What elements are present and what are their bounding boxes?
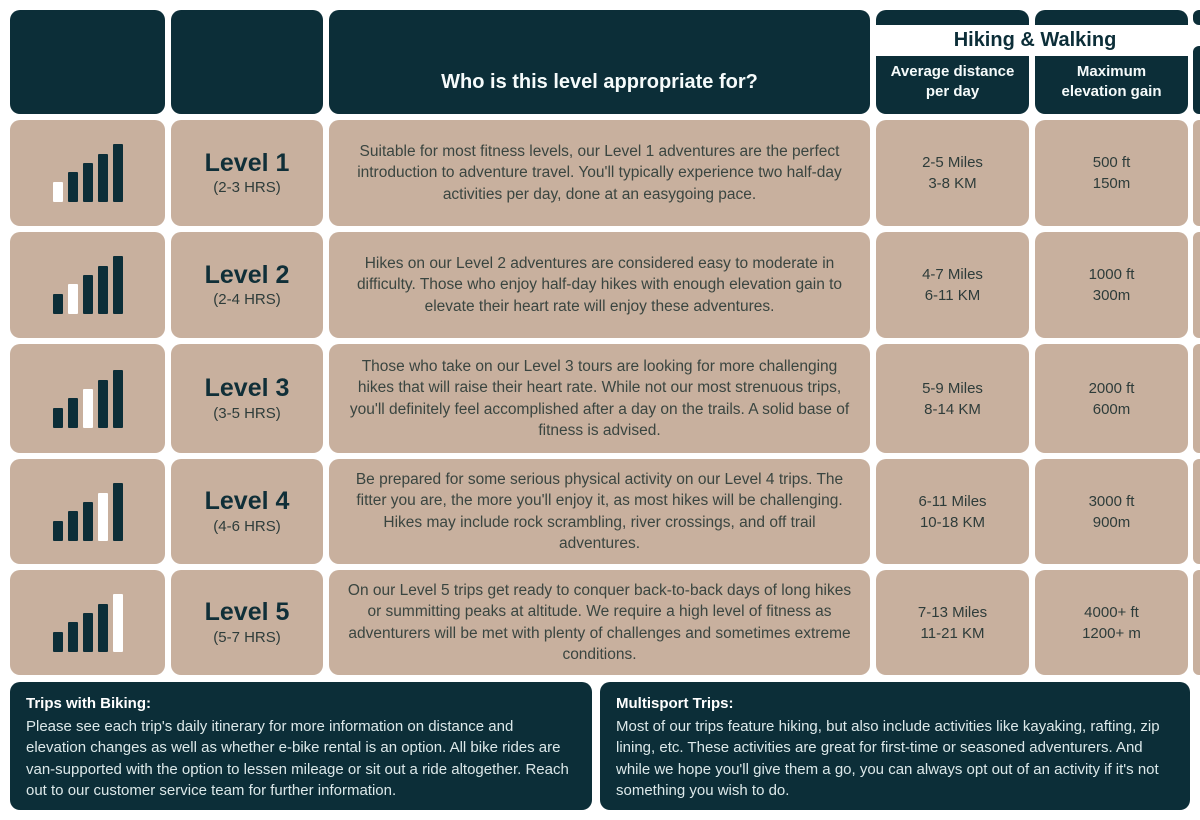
distance-km: 11-21 KM <box>920 624 985 642</box>
level-4-description: Be prepared for some serious physical activity on our Level 4 trips. The fitter you are, the more you'll enjoy it, as most hikes will be challenging. Hikes may include rock scrambling, river crossings, and off trail adventures. <box>329 459 870 564</box>
level-3-description: Those who take on our Level 3 tours are looking for more challenging hikes that will raise their heart rate. While not our most strenuous trips, you'll definitely feel accomplished after a day on the trails. A solid base of fitness is advised. <box>329 344 870 453</box>
cropped-next-column-row4 <box>1193 459 1200 564</box>
elevation-m: 150m <box>1092 175 1131 192</box>
cropped-next-column-header-top <box>1193 10 1200 25</box>
level-4-elevation-cell <box>1035 459 1188 564</box>
levels-table <box>10 10 1188 675</box>
level-5-bars-cell <box>10 570 165 675</box>
elevation-ft: 500 ft <box>1092 154 1131 171</box>
level-1-distance-cell <box>876 120 1029 226</box>
level-hours: (2-4 HRS) <box>213 291 281 309</box>
elevation-ft: 2000 ft <box>1088 379 1135 397</box>
level-2-elevation-cell <box>1035 232 1188 338</box>
level-2-bars-icon <box>53 256 123 314</box>
level-2-description: Hikes on our Level 2 adventures are considered easy to moderate in difficulty. Those who enjoy half-day hikes with enough elevation gain to elevate their heart rate will enjoy these adventures. <box>329 232 870 338</box>
level-1-bars-cell <box>10 120 165 226</box>
level-3-distance-cell <box>876 344 1029 453</box>
avg-distance-line2: per day <box>925 82 980 100</box>
multisport-footnote-body: Most of our trips feature hiking, but also include activities like kayaking, rafting, zip lining, etc. These activities are great for first-time or seasoned adventurers. And while we hope you'll give them a go, you can always opt out of an activity if it's not something you wish to do. <box>616 717 1160 800</box>
hiking-walking-title-band <box>872 25 1198 56</box>
cropped-next-column-row5 <box>1193 570 1200 675</box>
level-name: Level 3 <box>204 374 290 403</box>
hiking-walking-header-group <box>876 10 1188 114</box>
level-hours: (2-3 HRS) <box>213 179 281 197</box>
distance-km: 10-18 KM <box>919 513 986 531</box>
level-name: Level 4 <box>204 487 290 516</box>
level-2-name-cell <box>171 232 323 338</box>
biking-footnote <box>10 682 592 810</box>
elevation-ft: 4000+ ft <box>1084 603 1139 621</box>
level-hours: (5-7 HRS) <box>213 628 281 646</box>
level-4-distance-cell <box>876 459 1029 564</box>
distance-km: 6-11 KM <box>924 287 981 304</box>
level-5-elevation-cell <box>1035 570 1188 675</box>
header-question: Who is this level appropriate for? <box>329 10 870 114</box>
level-5-bars-icon <box>53 594 123 652</box>
level-3-bars-icon <box>53 370 123 428</box>
hiking-walking-title: Hiking & Walking <box>953 29 1117 51</box>
level-4-bars-icon <box>53 483 123 541</box>
distance-miles: 5-9 Miles <box>922 379 983 397</box>
cropped-next-column-row3 <box>1193 344 1200 453</box>
distance-miles: 7-13 Miles <box>917 603 988 621</box>
level-name: Level 1 <box>204 148 290 177</box>
elevation-m: 1200+ m <box>1082 624 1141 642</box>
max-elevation-line1: Maximum <box>1076 63 1147 80</box>
level-4-name-cell <box>171 459 323 564</box>
biking-footnote-title: Trips with Biking: <box>26 695 152 712</box>
level-5-name-cell <box>171 570 323 675</box>
level-5-description: On our Level 5 trips get ready to conquer back-to-back days of long hikes or summitting peaks at altitude. We require a high level of fitness as adventurers will be met with plenty of challenges and sometimes extreme conditions. <box>329 570 870 675</box>
level-hours: (3-5 HRS) <box>213 404 281 422</box>
level-3-name-cell <box>171 344 323 453</box>
distance-miles: 2-5 Miles <box>922 154 983 171</box>
distance-miles: 6-11 Miles <box>918 492 987 510</box>
distance-km: 8-14 KM <box>924 400 981 418</box>
level-3-bars-cell <box>10 344 165 453</box>
multisport-footnote <box>600 682 1190 810</box>
level-3-elevation-cell <box>1035 344 1188 453</box>
avg-distance-line1: Average distance <box>890 63 1015 80</box>
level-1-bars-icon <box>53 144 123 202</box>
level-2-bars-cell <box>10 232 165 338</box>
level-1-description: Suitable for most fitness levels, our Level 1 adventures are the perfect introduction to adventure travel. You'll typically experience two half-day activities per day, done at an easygoing pace. <box>329 120 870 226</box>
header-level-column-spacer <box>171 10 323 114</box>
distance-miles: 4-7 Miles <box>922 266 983 283</box>
elevation-ft: 3000 ft <box>1088 492 1135 510</box>
level-5-distance-cell <box>876 570 1029 675</box>
cropped-next-column-row1 <box>1193 120 1200 226</box>
cropped-next-column-header-bottom <box>1193 46 1200 114</box>
max-elevation-line2: elevation gain <box>1061 82 1162 100</box>
elevation-m: 300m <box>1092 287 1131 304</box>
biking-footnote-body: Please see each trip's daily itinerary for more information on distance and elevation changes as well as whether e-bike rental is an option. All bike rides are van-supported with the option to lessen mileage or sit out a ride altogether. Reach out to our customer service team for further information. <box>26 717 569 800</box>
level-4-bars-cell <box>10 459 165 564</box>
level-2-distance-cell <box>876 232 1029 338</box>
level-hours: (4-6 HRS) <box>213 517 281 535</box>
level-1-name-cell <box>171 120 323 226</box>
distance-km: 3-8 KM <box>928 175 977 192</box>
elevation-m: 900m <box>1092 513 1131 531</box>
elevation-ft: 1000 ft <box>1088 266 1135 283</box>
cropped-next-column-row2 <box>1193 232 1200 338</box>
elevation-m: 600m <box>1092 400 1131 418</box>
level-name: Level 2 <box>204 260 290 289</box>
header-icon-column-spacer <box>10 10 165 114</box>
level-name: Level 5 <box>204 598 290 627</box>
level-1-elevation-cell <box>1035 120 1188 226</box>
multisport-footnote-title: Multisport Trips: <box>616 695 734 712</box>
